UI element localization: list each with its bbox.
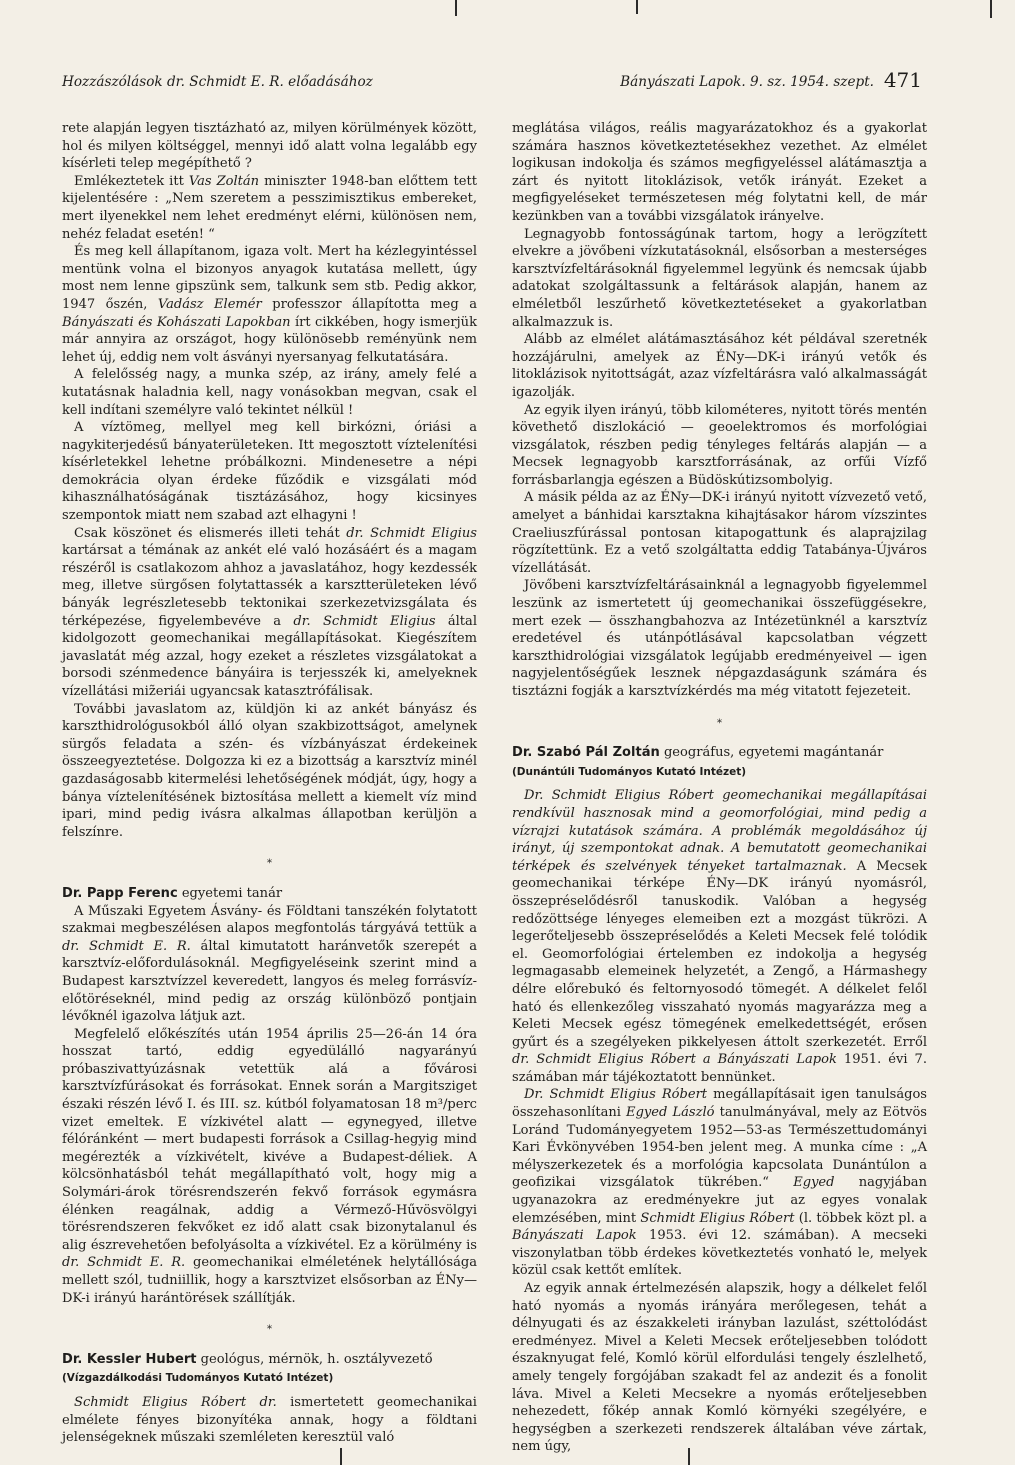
paragraph: Schmidt Eligius Róbert dr. ismertetett geomechanikai elmélete fényes bizonyítéka annak, hogy a földtani jelenségeknek műszaki szemléleten keresztül való bbox=[62, 1394, 477, 1446]
scan-mark bbox=[455, 0, 457, 16]
paragraph: Emlékeztetek itt Vas Zoltán miniszter 1948-ban előttem tett kijelentésére : „Nem szeretem a pesszimisztikus embereket, mert ilyenekkel nem lehet eredményt elérni, különösen nem, nehéz feladat esetén! “ bbox=[62, 173, 478, 242]
page-number: 471 bbox=[883, 68, 922, 92]
paragraph: Csak köszönet és elismerés illeti tehát dr. Schmidt Eligius kartársat a témának az ankét elé való hozásáért és a magam részéről is csatlakozom ahhoz a javaslatához, hogy kezdessék meg, illetve sürgősen folytattassék a karsztterületeken lévő bányák legrészletesebb tektonikai szerkezetvizsgálata és térképezése, figyelembevéve a dr. Schmidt Eligius által kidolgozott geomechanikai megállapításokat. Kiegészítem javaslatát még azzal, hogy ezeket a részletes vizsgálatokat a borsodi szénmedence bányáira is terjesszék ki, amelyeknek vízellátási miz̃eriái ugyancsak katasztrófálisak. bbox=[62, 525, 477, 699]
author-name: Dr. Papp Ferenc bbox=[62, 885, 178, 901]
paragraph: A víztömeg, mellyel meg kell birkózni, óriási a nagykiterjedésű bányaterületeken. Itt megosztott víztelenítési kísérletekkel lehetne próbálkozni. Mindenesetre a népi demokrácia olyan érdeke fűződik e vizsgálati mód kihasználhatóságának tisztázásához, hogy kicsinyes szempontok miatt nem szabad azt elhagyni ! bbox=[62, 420, 477, 524]
right-column bbox=[512, 120, 928, 1455]
paragraph: Megfelelő előkészítés után 1954 április 25—26-án 14 óra hosszat tartó, eddig egyedülálló nagyarányú próbaszivattyúzásnak vetettük alá a fővárosi karsztvízfúrásokat és forrásokat. Ennek során a Margitsziget északi részén lévő I. és III. sz. kútból folyamatosan 18 m³/perc vizet emeltek. E vízkivétel alatt — egynegyed, illetve félóránként — mert budapesti források a Csillag-hegyig mind megérezték a vízkivételt, kivéve a Budapest-déliek. A kölcsönhatásból tehát megállapítható volt, hogy mig a Solymári-árok törésrendszerén fekvő források egymásra élénken reagálnak, addig a Vérmező-Hűvösvölgyi törésrendszeren fekvőket ez idő alatt csak bizonytalanul és alig észrevehetően befolyásolta a vízkivétel. Ez a körülmény is dr. Schmidt E. R. geomechanikai elméletének helytállósága mellett szól, tudniillik, hogy a karsztvizet elsősorban az ÉNy—DK-i irányú harántörések szállítják. bbox=[62, 1026, 477, 1306]
paragraph: A felelősség nagy, a munka szép, az irány, amely felé a kutatásnak haladnia kell, nagy vonásokban megvan, csak el kell indítani személyre való tekintet nélkül ! bbox=[62, 367, 477, 418]
section-separator: * bbox=[717, 717, 722, 729]
person-name: Vadász Elemér bbox=[157, 296, 262, 312]
journal-name: Bányászati Lapok bbox=[512, 1228, 637, 1244]
author-line: Dr. Kessler Hubert geológus, mérnök, h. osztályvezető bbox=[62, 1351, 433, 1367]
institution: (Vízgazdálkodási Tudományos Kutató Intézet) bbox=[62, 1372, 334, 1385]
paragraph: A Műszaki Egyetem Ásvány- és Földtani tanszékén folytatott szakmai megbeszélésen alapos megfontolás tárgyává tettük a dr. Schmidt E. R. által kimutatott haránvetők szerepét a karsztvíz-előfordulásoknál. Megfigyeléseink szerint mind a Budapest karsztvízzel keveredett, langyos és meleg forrásvíz-előtöréseknél, mind pedig az ország különböző pontjain lévőknél igazolva látjuk azt. bbox=[62, 903, 477, 1025]
header-article-title: Hozzászólások dr. Schmidt E. R. előadásához bbox=[62, 74, 373, 90]
scan-mark bbox=[990, 0, 992, 18]
journal-name: Bányászati és Kohászati Lapokban bbox=[62, 314, 291, 330]
paragraph: Dr. Schmidt Eligius Róbert megállapításait igen tanulságos összehasonlítani Egyed László tanulmányával, mely az Eötvös Loránd Tudományegyetem 1952—53-as Természettudományi Kari Évkönyvében 1954-ben jelent meg. A munka címe : „A mélyszerkezetek és a morfológia kapcsolata Dunántúlon a geofizikai vizsgálatok tükrében.“ Egyed nagyjában ugyanazokra az eredményekre jut az egyes vonalak elemzésében, mint Schmidt Eligius Róbert (l. többek közt pl. a Bányászati Lapok 1953. évi 12. számában). A mecseki viszonylatban több érdekes következtetés vonható le, melyek közül csak kettőt említek. bbox=[512, 1087, 928, 1279]
person-name: dr. Schmidt Eligius bbox=[293, 613, 436, 629]
person-name: Egyed bbox=[793, 1175, 835, 1191]
person-name: dr. Schmidt E. R. bbox=[62, 1255, 186, 1271]
person-name: dr. Schmidt Eligius bbox=[346, 525, 477, 541]
person-name: Vas Zoltán bbox=[188, 173, 260, 189]
paragraph: Legnagyobb fontosságúnak tartom, hogy a lerögzített elvekre a jövőbeni vízkutatásoknál, elsősorban a mesterséges karsztvízfeltárásoknál figyelemmel legyünk és nemcsak újabb adatokat szolgáltassunk a feltárások alapján, hanem az elméletből leszűrhető következtetéseket a gyakorlatban alkalmazzuk is. bbox=[512, 226, 927, 330]
header-journal-issue: Bányászati Lapok. 9. sz. 1954. szept. bbox=[620, 74, 874, 90]
author-name: Dr. Szabó Pál Zoltán bbox=[512, 745, 660, 761]
institution: (Dunántúli Tudományos Kutató Intézet) bbox=[512, 765, 747, 778]
paragraph: További javaslatom az, küldjön ki az ankét bányász és karszthidrológusokból álló olyan szakbizottságot, amelynek sürgős feladata a szén- és vízbányászat érdekeinek összeegyeztetése. Dolgozza ki ez a bizottság a karsztvíz minél gazdaságosabb kitermelési lehetőségének módját, úgy, hogy a bánya víztelenítésének biztosítása mellett a kiemelt víz mind ipari, mind pedig ivásra alkalmas állapotban kerüljön a felszínre. bbox=[62, 701, 477, 840]
emphasized-summary: Dr. Schmidt Eligius Róbert geomechanikai megállapításai rendkívül hasznosak mind a geomorfológiai, mind pedig a vízrajzi kutatások számára. A problémák megoldásához új irányt, új szempontokat adnak. A bemutatott geomechanikai térképek és szelvények tényeket tartalmaznak. bbox=[512, 788, 927, 874]
left-column bbox=[62, 120, 478, 1446]
section-separator: * bbox=[267, 1324, 272, 1336]
paragraph: Jövőbeni karsztvízfeltárásainknál a legnagyobb figyelemmel leszünk az ismertetett új geomechanikai összefüggésekre, mert ezek — összhangbahozva az Intézetünknél a karsztvíz eredetével és utánpótlásával kapcsolatban végzett karszthidrológiai vizsgálatok legújabb eredményeivel — igen nagyjelentőségűek lesznek népgazdaságunk számára és tisztázni fogják a karsztvízkérdés ma még vitatott fejezeteit. bbox=[512, 578, 927, 699]
paragraph: Dr. Schmidt Eligius Róbert geomechanikai megállapításai rendkívül hasznosak mind a geomorfológiai, mind pedig a vízrajzi kutatások számára. A problémák megoldásához új irányt, új szempontokat adnak. A bemutatott geomechanikai térképek és szelvények tényeket tartalmaznak. A Mecsek geomechanikai térképe ÉNy—DK irányú nyomásról, összepréselődésről tanuskodik. Valóban a hegység redőzöttsége lényeges elemeiben ezt a mozgást tükrözi. A legerőteljesebb összepréselődés a Keleti Mecsek felé tolódik el. Geomorfológiai értelemben ez indokolja a hegység legmagasabb elemeinek helyzetét, a Zengő, a Hármashegy délre előrebukó és feltornyosodó tömegét. A délkelet felől ható és ellenkezőleg visszaható nyomás magyarázza meg a Keleti Mecsek egész tömegének emelkedettségét, erősen gyűrt és a szegélyeken pikkelyesen áttolt szerkezetét. Erről dr. Schmidt Eligius Róbert a Bányászati Lapok 1951. évi 7. számában már tájékoztatott bennünket. bbox=[512, 788, 927, 1085]
running-header bbox=[62, 68, 922, 96]
section-separator: * bbox=[267, 858, 272, 870]
paragraph: És meg kell állapítanom, igaza volt. Mert ha kézlegyintéssel mentünk volna el bizonyos anyagok kutatása mellett, úgy most nem lenne gipszünk sem, talkunk sem stb. Pedig akkor, 1947 őszén, Vadász Elemér professzor állapította meg a Bányászati és Kohászati Lapokban írt cikkében, hogy ismerjük már annyira az országot, hogy különösebb reményünk nem lehet új, eddig nem volt ásványi nyersanyag felkutatására. bbox=[62, 244, 477, 365]
person-name: dr. Schmidt E. R. bbox=[62, 938, 191, 954]
paragraph: Az egyik ilyen irányú, több kilométeres, nyitott törés mentén követhető diszlokáció — geoelektromos és morfológiai vizsgálatok, részben pedig tényleges feltárás alapján — a Mecsek legnagyobb karsztforrásának, az orfűi Vízfő forrásbarlangja egészen a Büdöskútizsombolyig. bbox=[512, 402, 927, 488]
paragraph: Alább az elmélet alátámasztásához két példával szeretnék hozzájárulni, amelyek az ÉNy—DK-i irányú vetők és litoklázisok nyitottságát, azaz vízfeltárásra való alkalmasságát igazolják. bbox=[512, 332, 927, 400]
author-line: Dr. Szabó Pál Zoltán geográfus, egyetemi magántanár bbox=[512, 745, 884, 761]
person-name: Schmidt Eligius Róbert dr. bbox=[74, 1394, 277, 1410]
scan-mark bbox=[636, 0, 638, 14]
author-line: Dr. Papp Ferenc egyetemi tanár bbox=[62, 885, 283, 901]
author-name: Dr. Kessler Hubert bbox=[62, 1351, 197, 1367]
paragraph: Az egyik annak értelmezésén alapszik, hogy a délkelet felől ható nyomás a nyomás irányára merőlegesen, tehát a délnyugati és az északkeleti irányban lazulást, széttolódást eredményez. Mivel a Keleti Mecsek erőteljesebben tolódott északnyugat felé, Komló körül elfordulási tengely észlelhető, amely tengely forgójában szakadt fel az andezit és a fonolit láva. Mivel a Keleti Mecsekre a nyomás erőteljesebben nehezedett, főkép annak Komló környéki szegélyére, e hegységben a szerkezeti rendszerek általában véve zártak, nem úgy, bbox=[512, 1281, 927, 1455]
reference: dr. Schmidt Eligius Róbert a Bányászati Lapok bbox=[512, 1052, 837, 1068]
person-name: Egyed László bbox=[626, 1105, 715, 1121]
scan-mark bbox=[340, 1448, 342, 1465]
person-name: Schmidt Eligius Róbert bbox=[640, 1210, 795, 1226]
person-name: Dr. Schmidt Eligius Róbert bbox=[524, 1087, 708, 1103]
paragraph: meglátása világos, reális magyarázatokhoz és a gyakorlat számára hasznos következtetésekhez vezethet. Az elmélet logikusan indokolja és számos megfigyeléssel alátámasztja a zárt és nyitott litoklázisok, vetők irányát. Ezeket a megfigyeléseket természetesen még folytatni kell, de már kezünkben van a további vizsgálatok irányelve. bbox=[512, 121, 927, 224]
paragraph: A másik példa az az ÉNy—DK-i irányú nyitott vízvezető vető, amelyet a bánhidai karsztakna kihajtásakor három vízszintes Craeliuszfúrással pontosan kitapogattunk és alaprajzilag rögzítettünk. Ez a vető szolgáltatta eddig Tatabánya-Újváros vízellátását. bbox=[512, 490, 927, 576]
paragraph: rete alapján legyen tisztázható az, milyen körülmények között, hol és milyen költséggel, mennyi idő alatt volna legalább egy kísérleti telep megépíthető ? bbox=[62, 121, 477, 172]
